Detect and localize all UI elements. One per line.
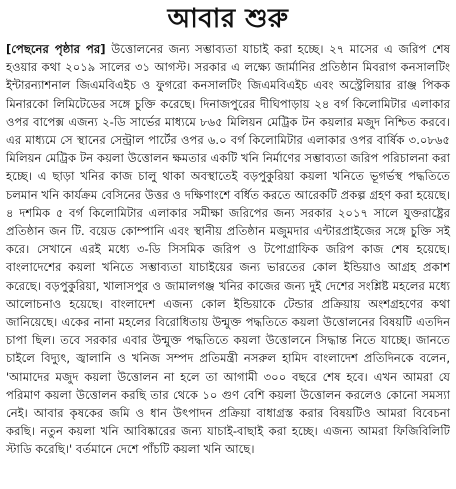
- article-body: [6, 40, 450, 459]
- continuation-marker: [পেছনের পৃষ্ঠার পর]: [6, 42, 106, 56]
- article-text: উত্তোলনের জন্য সম্ভাব্যতা যাচাই করা হচ্ছে। ২৭ মাসের এ জরিপ শেষ হওয়ার কথা ২০১৯ সালের ৩১ আগস্ট। সরকার এ লক্ষ্যে জার্মানির প্রতিষ্ঠান মিবরাগ কনসালটিং ইন্টারন্যাশনাল জিএমবিএইচ ও ফুগরো কনসালটিং জিএমবিএইচ এবং অস্ট্রেলিয়ার রাঞ্জ পিকক মিনারকো লিমিটেডের সঙ্গে চুক্তি করেছে। দিনাজপুরের দীঘিপাড়ায় ২৪ বর্গ কিলোমিটার এলাকার ওপর বাপেক্স এজন্য ২-ডি সার্ভের মাধ্যমে ৮৬৫ মিলিয়ন মেট্রিক টন কয়লার মজুদ নিশ্চিত করবে। এর মাধ্যমে সে স্থানের সেন্ট্রাল পার্টের ওপর ৬.০ বর্গ কিলোমিটার এলাকার ওপর বার্ষিক ৩.০৮৬৫ মিলিয়ন মেট্রিক টন কয়লা উত্তোলন ক্ষমতার একটি খনি নির্মাণের সম্ভাব্যতা জরিপ পরিচালনা করা হচ্ছে। এ ছাড়া খনির কাজ চালু থাকা অবস্থাতেই বড়পুকুরিয়া কয়লা খনিতে ভূগর্ভস্থ পদ্ধতিতে চলমান খনি কার্যক্রম বেসিনের উত্তর ও দক্ষিণাংশে বর্ধিত করতে আরেকটি প্রকল্প গ্রহণ করা হয়েছে। ৪ দশমিক ৫ বর্গ কিলোমিটার এলাকার সমীক্ষা জরিপের জন্য সরকার ২০১৭ সালে যুক্তরাষ্ট্রের প্রতিষ্ঠান জন টি. বয়েড কোম্পানি এবং স্থানীয় প্রতিষ্ঠান মজুমদার এন্টারপ্রাইজের সঙ্গে চুক্তি সই করে। সেখানে এরই মধ্যে ৩-ডি সিসমিক জরিপ ও টপোগ্রাফিক জরিপ কাজ শেষ হয়েছে। বাংলাদেশের কয়লা খনিতে সম্ভাব্যতা যাচাইয়ের জন্য ভারতের কোল ইন্ডিয়াও আগ্রহ প্রকাশ করেছে। বড়পুকুরিয়া, খালাসপুর ও জামালগঞ্জ খনির কাজের জন্য দুই দেশের সংশ্লিষ্ট মহলের মধ্যে আলোচনাও হয়েছে। বাংলাদেশ এজন্য কোল ইন্ডিয়াকে টেন্ডার প্রক্রিয়ায় অংশগ্রহণের কথা জানিয়েছে। একের নানা মহলের বিরোধিতায় উন্মুক্ত পদ্ধতিতে কয়লা উত্তোলনের বিষয়টি এতদিন চাপা ছিল। তবে সরকার এবার উন্মুক্ত পদ্ধতিতে কয়লা উত্তোলনে সিদ্ধান্ত নিতে যাচ্ছে। জানতে চাইলে বিদ্যুৎ, জ্বালানি ও খনিজ সম্পদ প্রতিমন্ত্রী নসরুল হামিদ বাংলাদেশ প্রতিদিনকে বলেন, 'আমাদের মজুদ কয়লা উত্তোলন না হলে তা আগামী ৩০০ বছরে শেষ হবে। এখন আমরা যে পরিমাণ কয়লা উত্তোলন করছি তার থেকে ১০ গুণ বেশি কয়লা উত্তোলন করলেও কোনো সমস্যা নেই। আবার কৃষকের জমি ও ধান উৎপাদন প্রক্রিয়া বাধাগ্রস্ত করার বিষয়টিও আমরা বিবেচনা করছি। নতুন কয়লা খনি আবিষ্কারের জন্য যাচাই-বাছাই করা হচ্ছে। এজন্য আমরা ফিজিবিলিটি স্টাডি করেছি।' বর্তমানে দেশে পাঁচটি কয়লা খনি আছে।: [6, 42, 451, 457]
- article-headline: আবার শুরু: [167, 4, 289, 34]
